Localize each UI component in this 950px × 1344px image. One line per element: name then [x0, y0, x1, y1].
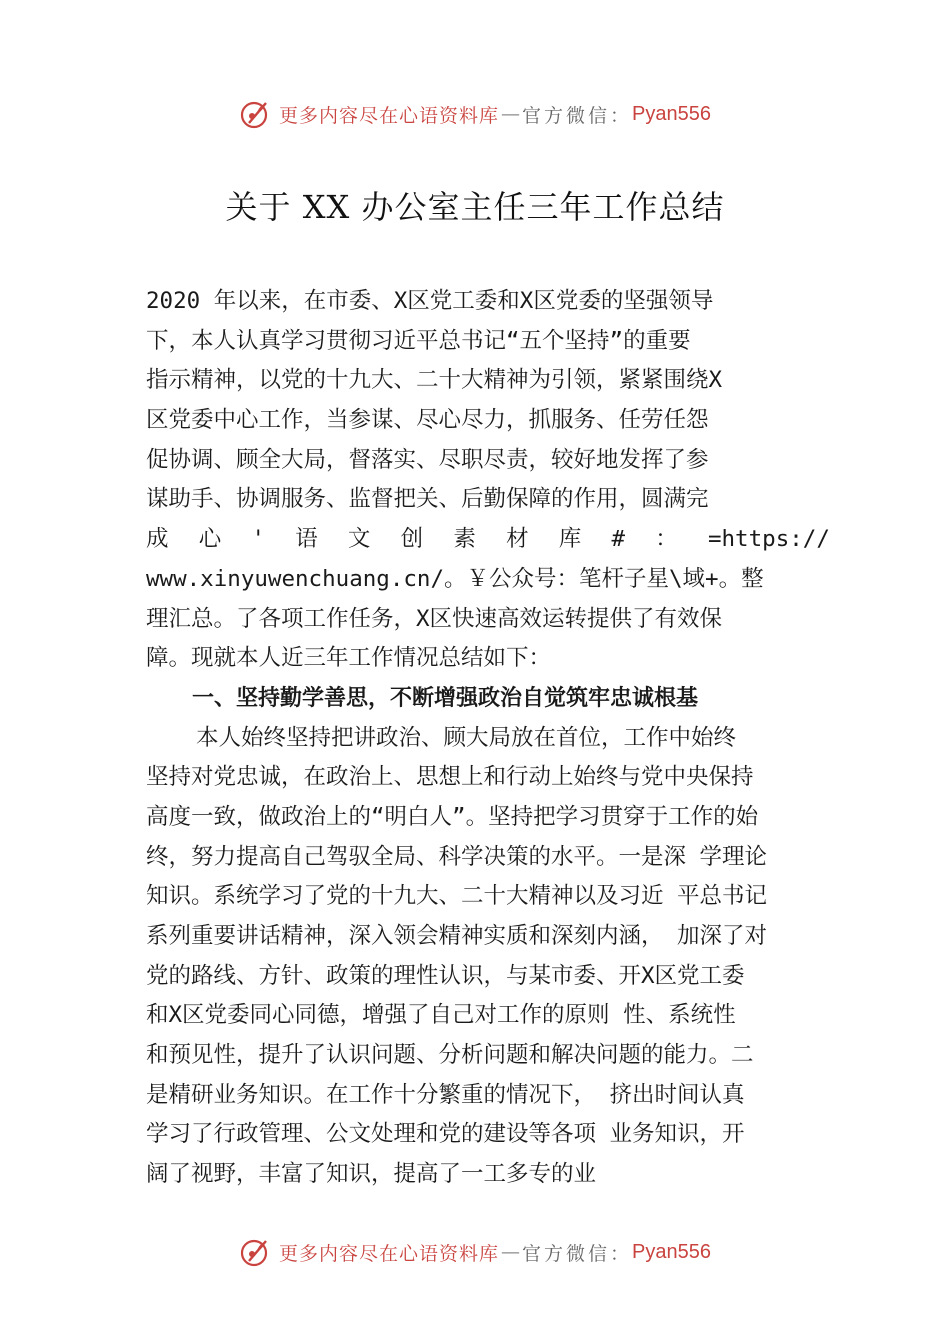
body-line: 下，本人认真学习贯彻习近平总书记“五个坚持”的重要: [146, 327, 691, 354]
body-line: 知识。系统学习了党的十九大、二十大精神以及习近 平总书记: [146, 883, 768, 910]
body-line: 和X区党委同心同德，增强了自己对工作的原则 性、系统性: [146, 1002, 736, 1029]
body-line: 高度一致，做政治上的“明白人”。坚持把学习贯穿于工作的始: [146, 803, 759, 830]
spread-char: 素: [453, 526, 476, 553]
watermark-wechat-label: 官方微信：: [522, 104, 633, 127]
body-line: 理汇总。了各项工作任务，X区快速高效运转提供了有效保: [146, 605, 723, 632]
body-line: 系列重要讲话精神，深入领会精神实质和深刻内涵， 加深了对: [146, 923, 768, 949]
quill-circle-logo-icon: [239, 97, 273, 131]
paragraph-first-line: 本人始终坚持把讲政治、顾大局放在首位，工作中始终: [196, 724, 737, 751]
spread-char: 文: [347, 526, 371, 553]
body-line: 指示精神，以党的十九大、二十大精神为引领，紧紧围绕X: [146, 367, 723, 394]
watermark-header: [0, 94, 950, 134]
body-line: 阔了视野，丰富了知识，提高了一工多专的业: [146, 1161, 597, 1188]
document-body: [146, 282, 830, 1195]
body-line: 是精研业务知识。在工作十分繁重的情况下， 挤出时间认真: [146, 1081, 745, 1108]
spread-char: ': [251, 526, 265, 553]
spread-char: 语: [295, 526, 318, 553]
spread-char: 心: [198, 526, 222, 553]
document-title: 关于 XX 办公室主任三年工作总结: [225, 188, 725, 226]
body-line: 促协调、顾全大局，督落实、尽职尽责，较好地发挥了参: [146, 446, 709, 473]
quill-circle-logo-icon: [239, 1235, 273, 1269]
watermark-text: 更多内容尽在心语资料库: [279, 104, 500, 127]
spread-char: ：: [655, 526, 678, 553]
body-line: 学习了行政管理、公文处理和党的建设等各项 业务知识，开: [146, 1121, 745, 1148]
spread-char: #: [611, 526, 626, 553]
body-line: 谋助手、协调服务、监督把关、后勤保障的作用，圆满完: [146, 486, 709, 513]
watermark-footer: [0, 1232, 950, 1272]
body-line: 和预见性，提升了认识问题、分析问题和解决问题的能力。二: [146, 1042, 754, 1069]
watermark-wechat-label: 官方微信：: [522, 1242, 633, 1265]
body-line: 区党委中心工作，当参谋、尽心尽力，抓服务、任劳任怨: [146, 407, 709, 434]
section-heading: 一、坚持勤学善思，不断增强政治自觉筑牢忠诚根基: [192, 685, 699, 711]
spread-char: =https://: [707, 526, 830, 553]
spread-char: 库: [558, 526, 582, 553]
spread-char: 材: [506, 526, 529, 553]
spread-char: 创: [400, 526, 424, 553]
spread-char: 成: [146, 526, 169, 553]
watermark-wechat-id: Pyan556: [632, 1240, 711, 1263]
body-line: 坚持对党忠诚，在政治上、思想上和行动上始终与党中央保持: [146, 764, 754, 791]
body-line: 终，努力提高自己驾驭全局、科学决策的水平。一是深 学理论: [146, 843, 768, 870]
watermark-separator: —: [501, 103, 521, 125]
body-line: 障。现就本人近三年工作情况总结如下：: [146, 645, 552, 672]
spread-line: [146, 520, 830, 560]
body-line: www.xinyuwenchuang.cn/。￥公众号：笔杆子星\域+。整: [146, 565, 764, 592]
watermark-wechat-id: Pyan556: [632, 102, 711, 125]
body-line: 2020 年以来，在市委、X区党工委和X区党委的坚强领导: [146, 288, 714, 314]
watermark-text: 更多内容尽在心语资料库: [279, 1242, 500, 1265]
watermark-separator: —: [501, 1241, 521, 1263]
body-line: 党的路线、方针、政策的理性认识，与某市委、开X区党工委: [146, 962, 745, 989]
